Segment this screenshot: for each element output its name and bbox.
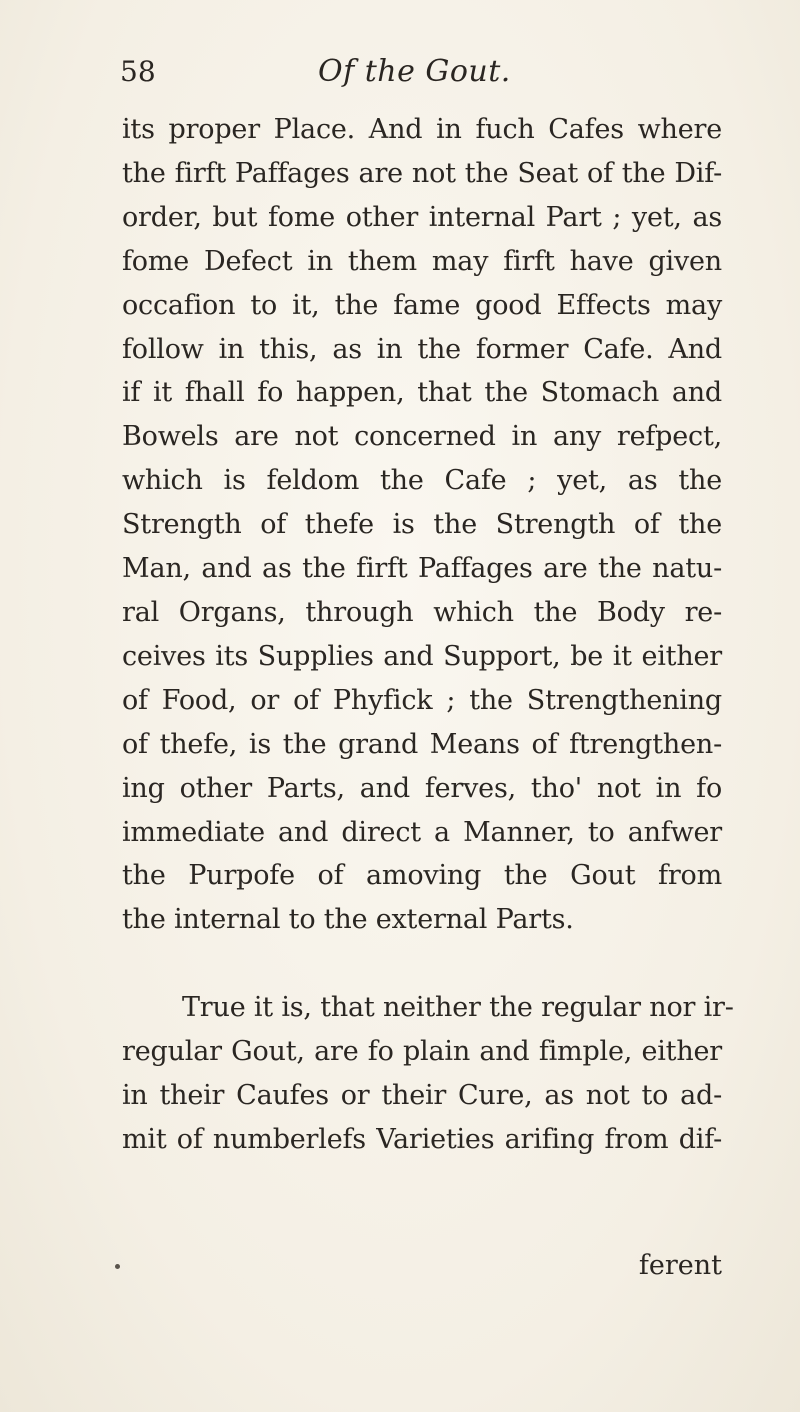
page-number: 58 bbox=[120, 55, 156, 88]
text-line: Man, and as the firft Paffages are the natu- bbox=[122, 553, 722, 585]
text-line: its proper Place. And in fuch Cafes where bbox=[122, 114, 722, 145]
text-line: ceives its Supplies and Support, be it either bbox=[122, 640, 722, 672]
text-line: occafion to it, the fame good Effects may bbox=[122, 289, 722, 321]
text-line: mit of numberlefs Varieties arifing from dif- bbox=[122, 1123, 722, 1155]
text-line: immediate and direct a Manner, to anfwer bbox=[122, 816, 722, 848]
text-line: regular Gout, are fo plain and fimple, either bbox=[122, 1036, 722, 1068]
text-line: in their Caufes or their Cure, as not to ad- bbox=[122, 1080, 722, 1112]
text-line: the internal to the external Parts. bbox=[122, 904, 574, 936]
text-line: if it fhall fo happen, that the Stomach and bbox=[122, 377, 722, 409]
running-title: Of the Gout. bbox=[318, 54, 511, 89]
text-line: ing other Parts, and ferves, tho' not in fo bbox=[122, 772, 722, 804]
paragraph-2 bbox=[122, 986, 734, 1162]
text-line: follow in this, as in the former Cafe. And bbox=[122, 333, 722, 365]
text-line: Strength of thefe is the Strength of the bbox=[122, 509, 722, 541]
text-line: ral Organs, through which the Body re- bbox=[122, 596, 722, 628]
text-line: fome Defect in them may firft have given bbox=[122, 245, 722, 277]
text-line: order, but fome other internal Part ; yet, as bbox=[122, 201, 722, 233]
text-line: of Food, or of Phyfick ; the Strengthening bbox=[122, 684, 722, 716]
catchword: ferent bbox=[638, 1250, 722, 1281]
paragraph-1 bbox=[122, 108, 722, 942]
paragraph-gap bbox=[122, 942, 722, 986]
text-line: True it is, that neither the regular nor ir- bbox=[182, 992, 734, 1024]
text-line: of thefe, is the grand Means of ftrengthen- bbox=[122, 728, 722, 760]
text-line: the firft Paffages are not the Seat of the Dif- bbox=[122, 157, 722, 189]
body-text bbox=[122, 108, 734, 1162]
running-head bbox=[120, 54, 720, 94]
text-line: which is feldom the Cafe ; yet, as the bbox=[122, 465, 722, 497]
text-line: the Purpofe of amoving the Gout from bbox=[122, 860, 722, 892]
ink-speck bbox=[115, 1264, 120, 1269]
text-line: Bowels are not concerned in any refpect, bbox=[122, 421, 722, 453]
